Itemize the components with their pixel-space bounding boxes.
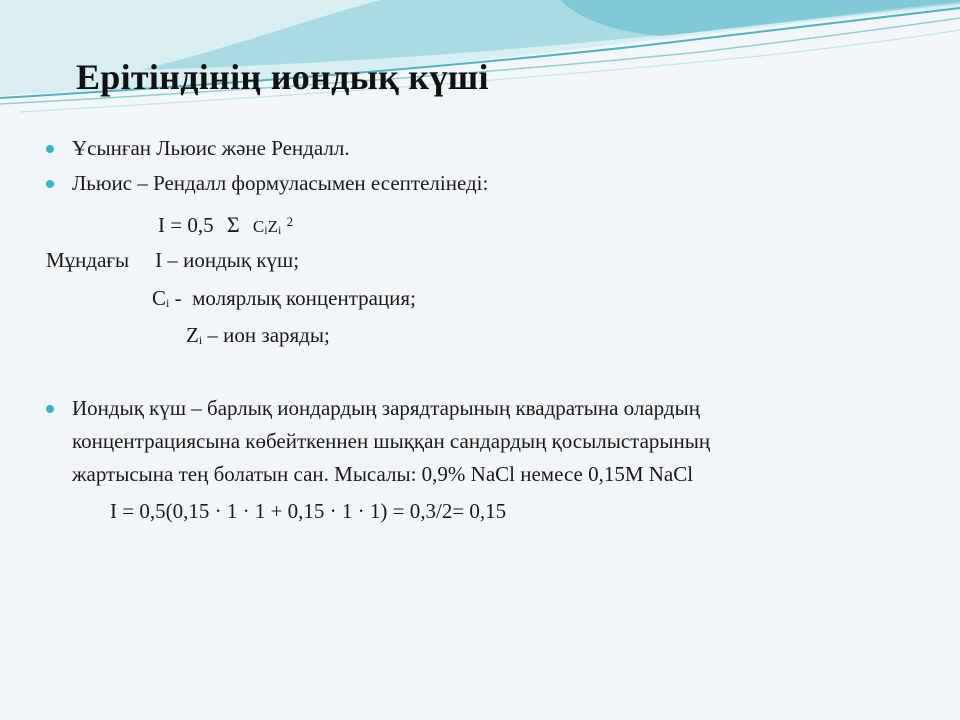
bullet-dot-icon <box>46 405 54 413</box>
z-definition: – ион заряды; <box>202 323 330 347</box>
formula-power: 2 <box>286 214 294 229</box>
formula-z: Z <box>267 217 278 236</box>
definition-ionic-strength <box>46 247 299 274</box>
bullet-formula-intro: Льюис – Рендалл формуласымен есептелінеді: <box>72 171 489 195</box>
bullet-dot-icon <box>46 180 54 188</box>
formula-lhs: I = 0,5 <box>158 213 214 237</box>
c-subscript: i <box>166 296 170 310</box>
definition-ion-charge <box>186 322 330 349</box>
bullet-ionic-strength-definition-line1: Иондық күш – барлық иондардың зарядтарының квадратына олардың <box>72 396 700 420</box>
formula-z-subscript: i <box>277 223 282 237</box>
z-symbol: Z <box>186 323 199 347</box>
sigma-symbol: Σ <box>226 212 240 237</box>
formula-c: C <box>252 217 265 236</box>
c-symbol: C <box>152 286 167 310</box>
ionic-strength-formula <box>158 211 293 240</box>
bullet-dot-icon <box>46 145 54 153</box>
bullet-ionic-strength-definition-line3: жартысына тең болатын сан. Мысалы: 0,9% NaCl немесе 0,15M NaCl <box>72 462 694 486</box>
formula-c-subscript: i <box>264 223 268 237</box>
c-definition: - молярлық концентрация; <box>169 286 416 310</box>
example-calculation: I = 0,5(0,15 · 1 · 1 + 0,15 · 1 · 1) = 0,3/2= 0,15 <box>110 499 507 523</box>
i-definition: I – иондық күш; <box>155 248 300 272</box>
slide-title: Ерітіндінің иондық күші <box>76 57 489 97</box>
z-subscript: i <box>198 333 203 347</box>
definition-molar-concentration <box>152 285 416 312</box>
bullet-proposed-by: Ұсынған Льюис және Рендалл. <box>72 136 350 160</box>
bullet-ionic-strength-definition-line2: концентрациясына көбейткеннен шыққан сандардың қосылыстарының <box>72 429 711 453</box>
where-label: Мұндағы <box>46 248 130 272</box>
